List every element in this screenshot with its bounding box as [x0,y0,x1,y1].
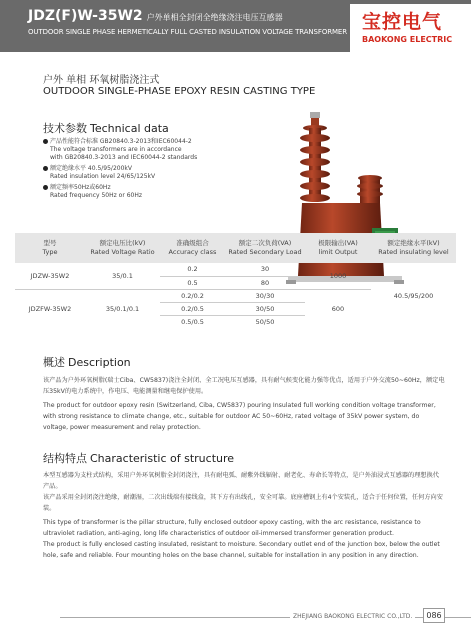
cell-load: 30 [225,263,305,276]
cell-load: 80 [225,276,305,289]
bullet-text-cn: 额定绝缘水平 40.5/95/200kV [50,165,132,172]
structure-text-en: This type of transformer is the pillar structure, fully enclosed outdoor epoxy casting, with the arc resistance, resistance to ultraviolet radiation, anti-aging, long life characteristics of outdoor oil-immersed transformer generation product. [43,519,421,537]
model-number: JDZ(F)W-35W2 [28,8,143,24]
cell-limit: 1000 [305,263,371,289]
cell-load: 30/50 [225,302,305,315]
cell-accuracy: 0.2 [160,263,225,276]
structure-text [43,470,445,561]
tech-title-en: Technical data [90,122,169,135]
bullet-text-cn: 额定频率50Hz或60Hz [50,184,111,191]
cell-accuracy: 0.2/0.5 [160,302,225,315]
tech-bullet-list [43,138,233,203]
header-cn: 额定绝缘水平(kV) [387,239,440,247]
structure-title-cn: 结构特点 [43,452,87,465]
cell-accuracy: 0.2/0.2 [160,289,225,302]
brand-name-en: BAOKONG ELECTRIC [362,35,453,44]
cell-type: JDZFW-35W2 [28,304,72,313]
cell-load: 30/30 [225,289,305,302]
cell-load: 50/50 [255,317,275,326]
tech-section-title [43,120,169,136]
model-name-cn: 户外单相全封闭全绝缘浇注电压互感器 [146,13,283,22]
header-cn: 额定电压比(kV) [99,239,146,247]
col-header-type [15,233,85,263]
table-header-row [15,233,456,263]
bullet-text-en: Rated insulation level 24/65/125kV [50,173,156,180]
structure-text-cn: 本型互感器为支柱式结构，采用户外环氧树脂全封闭浇注，具有耐电弧、耐紫外线辐射、耐老化、寿命长等特点，是户外油浸式互感器的理想换代产品。 [43,472,439,490]
header-en: limit Output [318,248,358,256]
bullet-text-cn: 产品性能符合标准 GB20840.3-2013和IEC60044-2 [50,138,192,145]
header-en: Type [42,248,58,256]
bullet-dot-icon [43,166,48,171]
overview-section-title [43,354,131,370]
header-en: Rated insulating level [378,248,449,256]
header-cn: 额定二次负荷(VA) [238,239,292,247]
overview-title-cn: 概述 [43,356,65,369]
header-cn: 准确级组合 [176,239,209,247]
cell-accuracy: 0.5 [160,276,225,289]
footer-company: ZHEJIANG BAOKONG ELECTRIC CO.,LTD. [290,613,415,620]
structure-text-en: The product is fully enclosed casting insulated, resistant to moisture. Secondary outlet end of the junction box, below the outlet hole, safe and reliable. Four mounting holes on the base channel, suitable for installation in any position in any direction. [43,541,440,559]
cell-ratio: 35/0.1 [85,263,160,289]
overview-text-en: The product for outdoor epoxy resin (Switzerland, Ciba, CW5837) pouring Insulated full working condition voltage transformer, with strong resistance to climate change, etc., suitable for outdoor AC 50~60Hz, rated voltage of 35kV power system, do voltage, power measurement and relay protection. [43,402,436,431]
tech-title-cn: 技术参数 [43,122,87,135]
technical-data-table [15,233,456,328]
overview-title-en: Description [68,356,131,369]
cell-accuracy: 0.5/0.5 [181,317,204,326]
header-en: Accuracy class [168,248,217,256]
structure-title-en: Characteristic of structure [90,452,235,465]
brand-name-cn: 宝控电气 [362,11,443,33]
cell-ratio: 35/0.1/0.1 [105,304,140,313]
col-header-insulation [371,233,456,263]
table-row [15,263,456,276]
bullet-insulation [43,165,233,181]
brand-logo [350,4,471,52]
bullet-text-en: The voltage transformers are in accordance [50,146,182,153]
overview-text-cn: 该产品为户外环氧树脂(瑞士Ciba、CW5837)浇注全封闭、全工况电压互感器，具有耐气候变化能力强等优点，适用于户外交流50~60Hz，额定电压35kV的电力系统中，作电压、电能测量和继电保护使用。 [43,377,445,395]
cell-insulation: 40.5/95/200 [393,291,434,300]
overview-text [43,375,445,433]
cell-type: JDZW-35W2 [15,263,85,289]
col-header-ratio [85,233,160,263]
structure-text-cn: 该产品采用全封闭浇注绝缘，耐潮湿，二次出线端有接线盒，其下方有出线孔，安全可靠。底座槽钢上有4个安装孔，适合于任何位置，任何方向安装。 [43,494,443,512]
header-en: Rated Voltage Ratio [90,248,155,256]
cell-limit: 600 [331,304,345,313]
header-en: Rated Secondary Load [228,248,302,256]
structure-section-title [43,450,234,466]
header-cn: 型号 [43,239,57,247]
bullet-standards [43,138,233,162]
page-header [0,0,471,52]
product-title [28,8,283,24]
bullet-dot-icon [43,139,48,144]
bullet-text-en: with GB20840.3-2013 and IEC60044-2 standards [50,154,198,161]
bullet-text-en: Rated frequency 50Hz or 60Hz [50,192,143,199]
product-type-en: OUTDOOR SINGLE-PHASE EPOXY RESIN CASTING TYPE [43,86,316,97]
bullet-frequency [43,184,233,200]
page-number: 086 [423,608,445,623]
col-header-accuracy [160,233,225,263]
bullet-dot-icon [43,185,48,190]
header-subtitle: OUTDOOR SINGLE PHASE HERMETICALLY FULL CASTED INSULATION VOLTAGE TRANSFORMER [28,28,348,36]
header-cn: 极限输出(VA) [318,239,358,247]
col-header-limit [305,233,371,263]
col-header-load [225,233,305,263]
product-type-cn: 户外 单相 环氧树脂浇注式 [43,75,160,86]
